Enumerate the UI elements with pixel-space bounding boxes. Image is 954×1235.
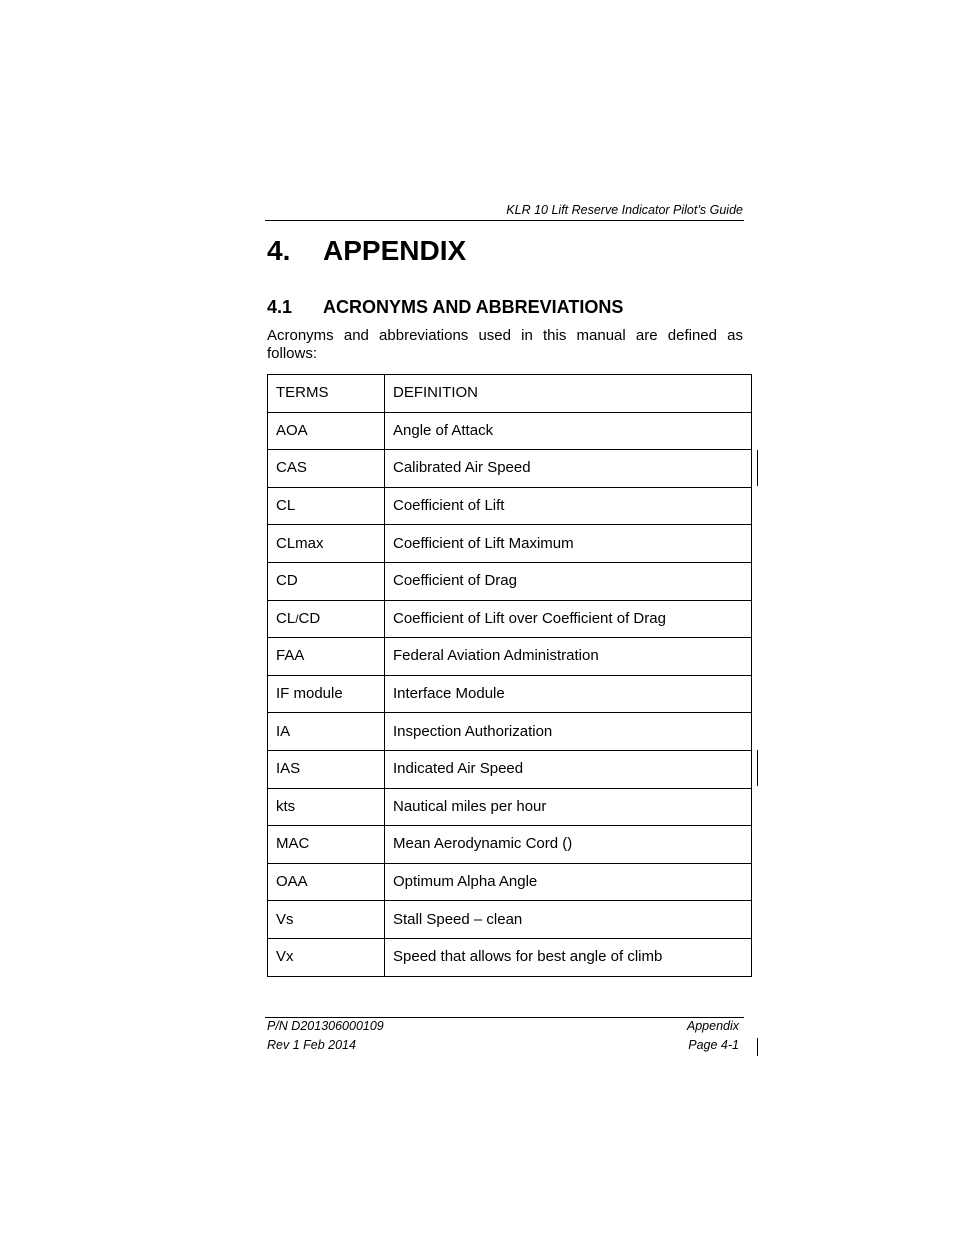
change-bar (757, 450, 758, 486)
definition-cell: Speed that allows for best angle of climb (385, 938, 752, 976)
table-row (268, 788, 752, 826)
definition-cell: Coefficient of Drag (385, 562, 752, 600)
definition-cell: Calibrated Air Speed (385, 450, 752, 488)
term-cell: Vx (268, 938, 385, 976)
term-cell: CD (268, 562, 385, 600)
table-row (268, 562, 752, 600)
acronyms-table (267, 374, 752, 977)
term-cell: CL (268, 487, 385, 525)
table-row (268, 826, 752, 864)
table-row (268, 675, 752, 713)
definition-cell: Coefficient of Lift over Coefficient of Drag (385, 600, 752, 638)
definition-cell: Coefficient of Lift (385, 487, 752, 525)
change-bar (757, 750, 758, 786)
table-row (268, 713, 752, 751)
definition-cell: Angle of Attack (385, 412, 752, 450)
table-row (268, 600, 752, 638)
table-row (268, 863, 752, 901)
table-row (268, 750, 752, 788)
running-header (265, 202, 744, 221)
term-cell: CLmax (268, 525, 385, 563)
definition-cell: Inspection Authorization (385, 713, 752, 751)
term-cell: MAC (268, 826, 385, 864)
definition-header: DEFINITION (385, 375, 752, 413)
term-cell: OAA (268, 863, 385, 901)
table-header-row (268, 375, 752, 413)
table-row (268, 412, 752, 450)
table-row (268, 901, 752, 939)
footer-section-name: Appendix (686, 1019, 739, 1033)
terms-header: TERMS (268, 375, 385, 413)
definition-cell: Nautical miles per hour (385, 788, 752, 826)
definition-cell: Interface Module (385, 675, 752, 713)
term-cell: CL/CD (268, 600, 385, 638)
term-cell: IAS (268, 750, 385, 788)
chapter-title: APPENDIX (323, 235, 467, 266)
term-cell: AOA (268, 412, 385, 450)
definition-cell: Federal Aviation Administration (385, 638, 752, 676)
revision: Rev 1 Feb 2014 (267, 1038, 356, 1052)
definition-cell: Stall Speed – clean (385, 901, 752, 939)
change-bar (757, 1038, 758, 1056)
term-cell: IF module (268, 675, 385, 713)
chapter-number: 4. (267, 235, 291, 266)
term-cell: CAS (268, 450, 385, 488)
definition-cell: Optimum Alpha Angle (385, 863, 752, 901)
term-cell: FAA (268, 638, 385, 676)
part-number: P/N D201306000109 (267, 1019, 384, 1033)
definition-cell: Coefficient of Lift Maximum (385, 525, 752, 563)
table-row (268, 638, 752, 676)
definition-cell: Mean Aerodynamic Cord () (385, 826, 752, 864)
term-cell: kts (268, 788, 385, 826)
section-heading (267, 296, 623, 318)
section-title: ACRONYMS AND ABBREVIATIONS (323, 297, 624, 317)
guide-title: KLR 10 Lift Reserve Indicator Pilot’s Guide (506, 203, 743, 217)
table-row (268, 938, 752, 976)
section-number: 4.1 (267, 297, 293, 317)
page-number: Page 4-1 (688, 1038, 739, 1052)
chapter-heading (267, 233, 466, 269)
term-cell: Vs (268, 901, 385, 939)
intro-paragraph: Acronyms and abbreviations used in this manual are defined as follows: (267, 327, 743, 362)
term-cell: IA (268, 713, 385, 751)
table-row (268, 525, 752, 563)
table-row (268, 487, 752, 525)
table-row (268, 450, 752, 488)
definition-cell: Indicated Air Speed (385, 750, 752, 788)
